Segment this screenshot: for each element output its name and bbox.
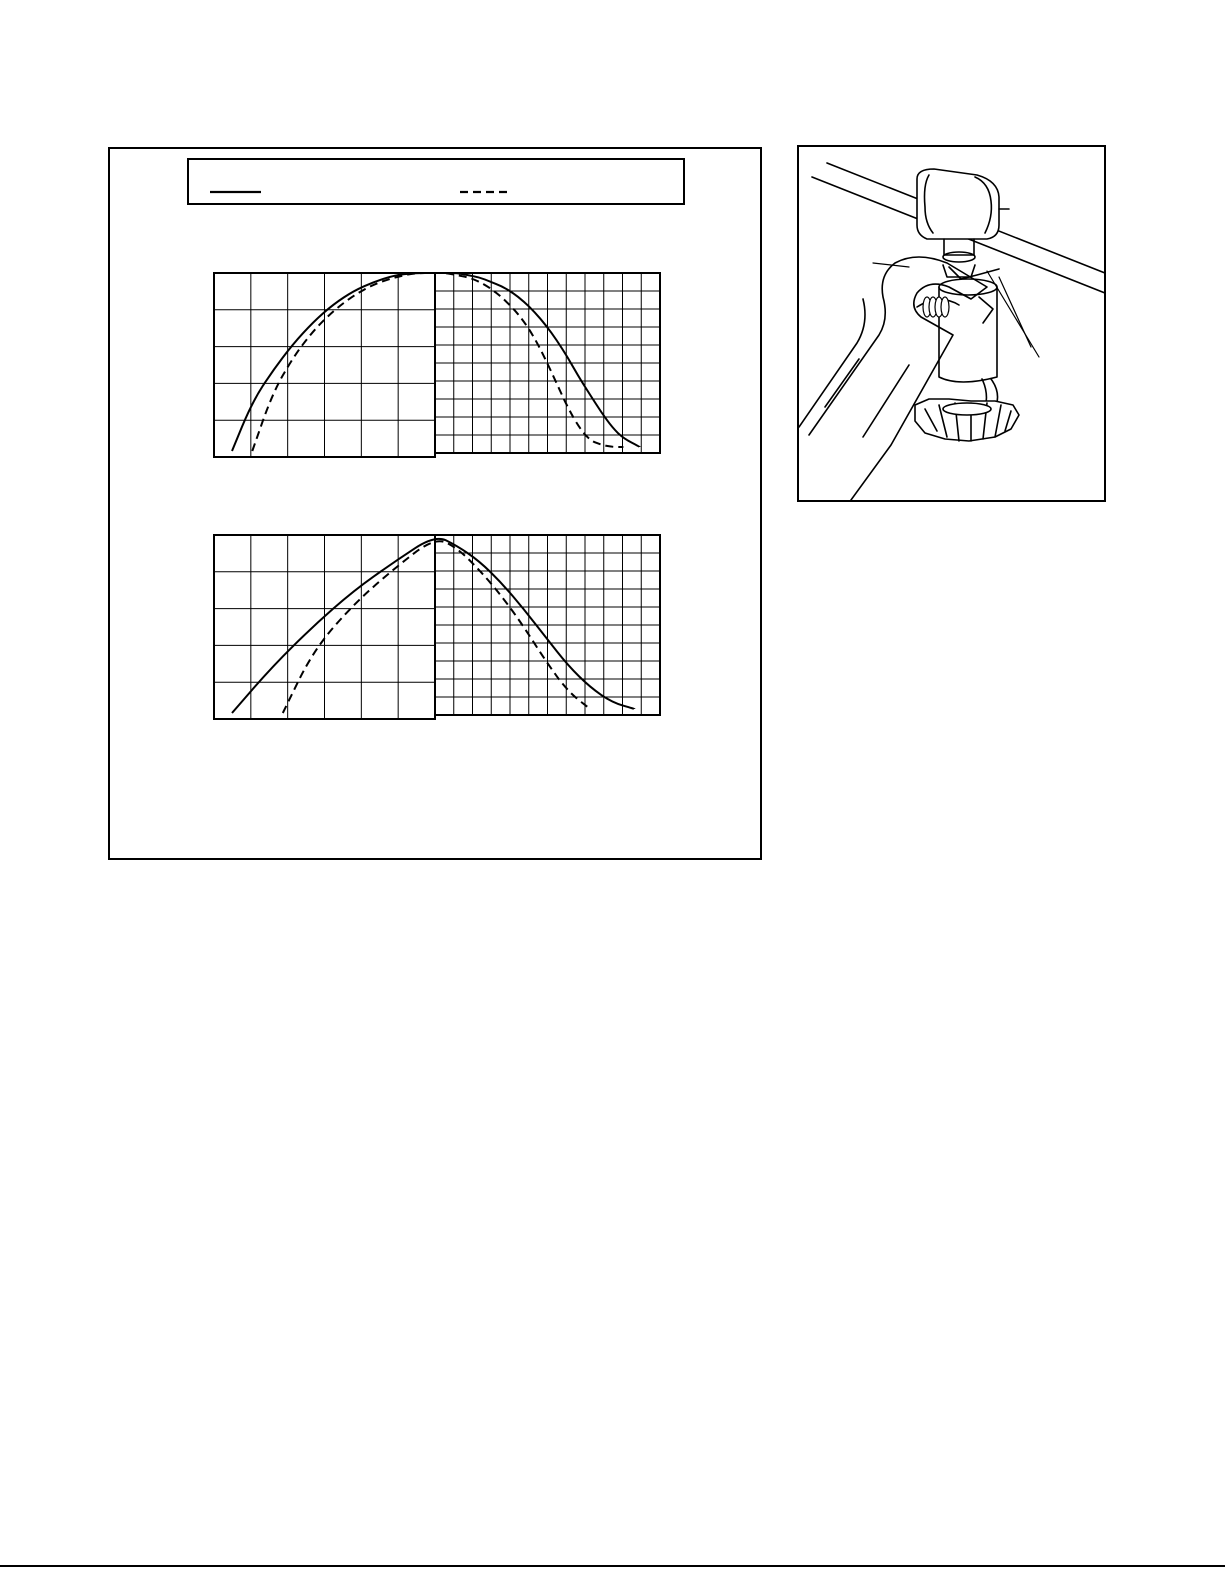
distribution-charts	[110, 149, 764, 862]
series-solid-curve	[232, 539, 635, 713]
distribution-figure-panel	[108, 147, 762, 860]
wrench-installation-illustration	[799, 147, 1108, 504]
callout-leader-line	[987, 271, 1039, 357]
series-dashed-curve	[252, 273, 623, 451]
page-footer-rule	[0, 1565, 1225, 1567]
installation-figure-panel	[797, 145, 1106, 502]
sprinkler-icon	[915, 265, 1019, 441]
series-dashed-curve	[283, 541, 590, 713]
pipe-tee-fitting-icon	[917, 169, 1009, 262]
